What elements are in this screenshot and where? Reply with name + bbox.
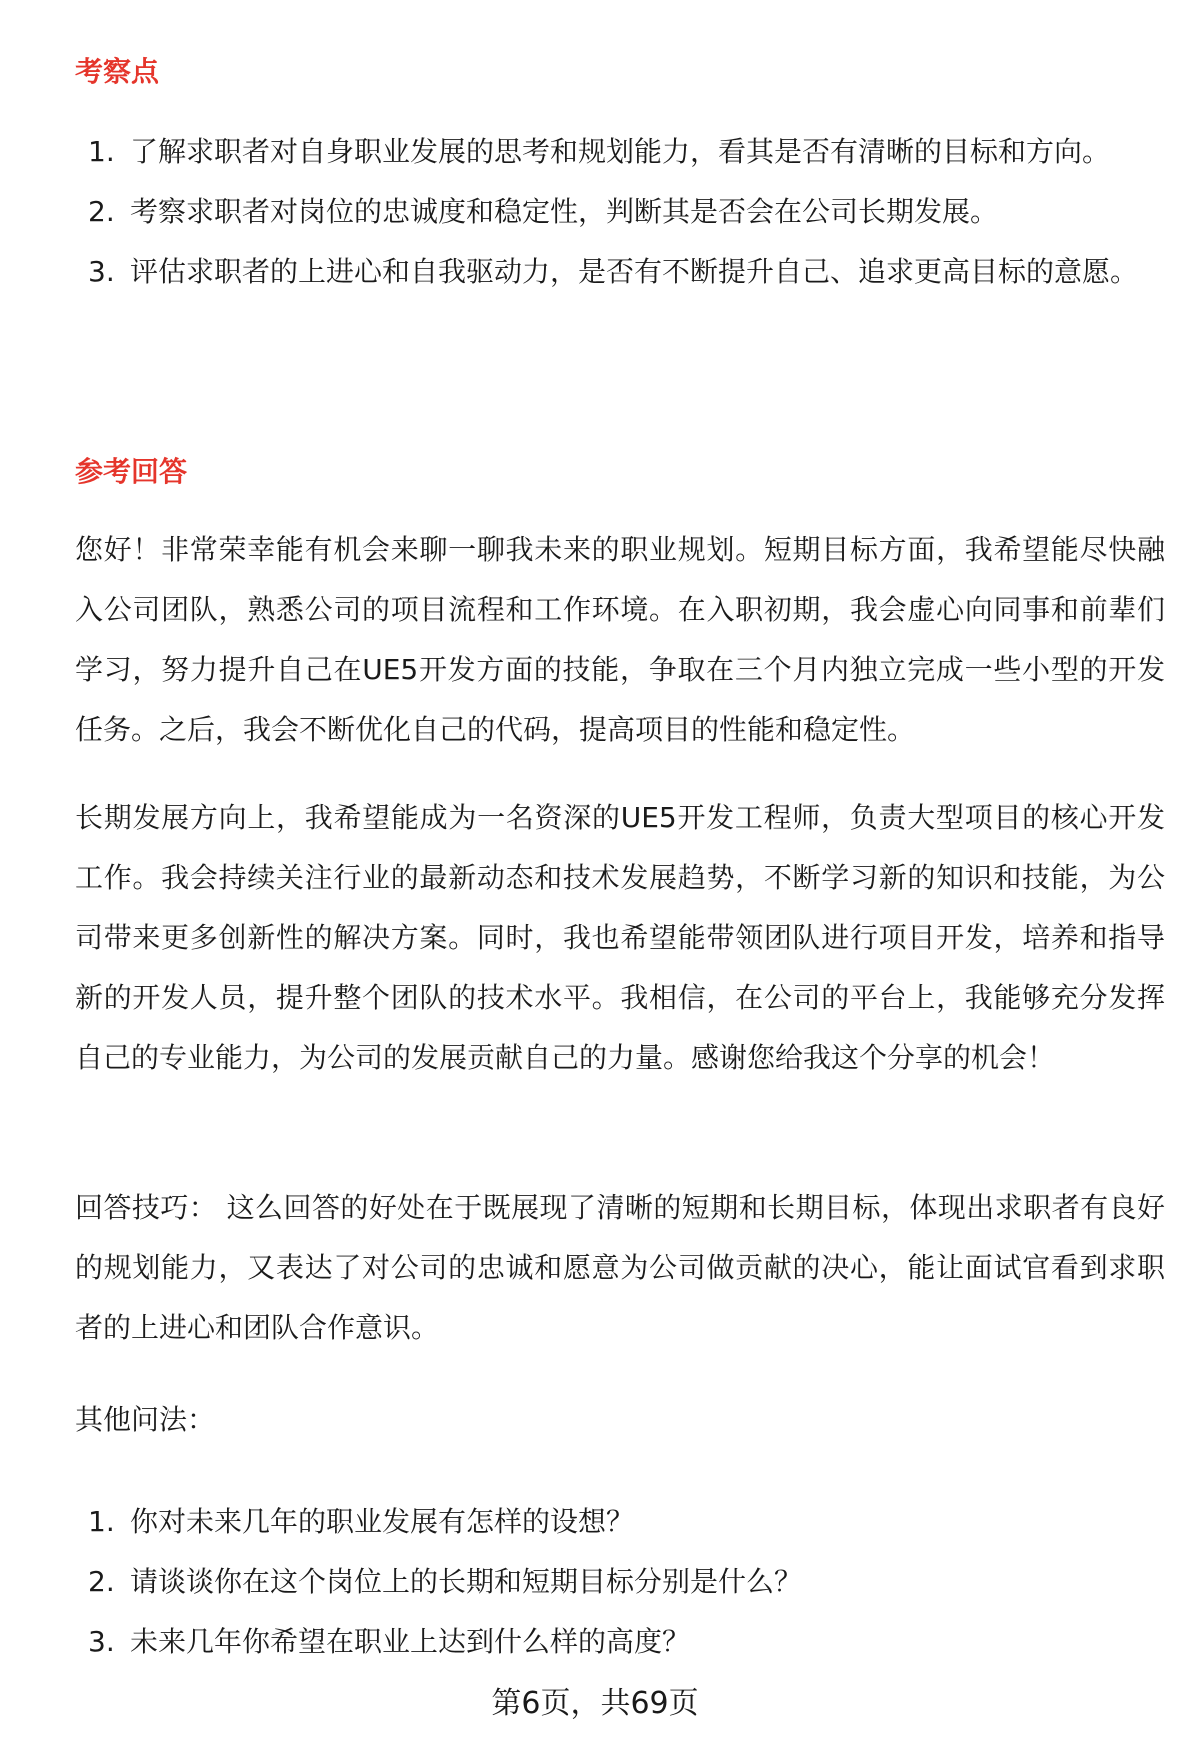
- exam-points-list: [0, 122, 1190, 302]
- list-item: [0, 242, 1190, 302]
- list-number: 2.: [88, 1565, 115, 1598]
- list-number: 2.: [88, 195, 115, 228]
- list-text: 你对未来几年的职业发展有怎样的设想？: [130, 1505, 635, 1538]
- list-item: [0, 1492, 1190, 1552]
- other-questions-label: 其他问法：: [75, 1403, 216, 1436]
- list-text: 请谈谈你在这个岗位上的长期和短期目标分别是什么？: [130, 1565, 803, 1598]
- section-heading-exam-points: 考察点: [75, 55, 160, 88]
- list-text: 考察求职者对岗位的忠诚度和稳定性，判断其是否会在公司长期发展。: [130, 195, 999, 228]
- list-item: [0, 122, 1190, 182]
- list-text: 了解求职者对自身职业发展的思考和规划能力，看其是否有清晰的目标和方向。: [130, 135, 1111, 168]
- list-number: 3.: [88, 1625, 115, 1658]
- list-text: 未来几年你希望在职业上达到什么样的高度？: [130, 1625, 691, 1658]
- list-number: 3.: [88, 255, 115, 288]
- answer-paragraph-short-term: 您好！非常荣幸能有机会来聊一聊我未来的职业规划。短期目标方面，我希望能尽快融入公司团队，熟悉公司的项目流程和工作环境。在入职初期，我会虚心向同事和前辈们学习，努力提升自己在UE5开发方面的技能，争取在三个月内独立完成一些小型的开发任务。之后，我会不断优化自己的代码，提高项目的性能和稳定性。: [75, 533, 1165, 746]
- list-item: [0, 1612, 1190, 1672]
- page-number-footer: 第6页，共69页: [491, 1686, 699, 1721]
- list-number: 1.: [88, 135, 115, 168]
- section-heading-reference-answer: 参考回答: [75, 455, 188, 488]
- other-questions-list: [0, 1492, 1190, 1672]
- list-text: 评估求职者的上进心和自我驱动力，是否有不断提升自己、追求更高目标的意愿。: [130, 255, 1139, 288]
- answer-paragraph-long-term: 长期发展方向上，我希望能成为一名资深的UE5开发工程师，负责大型项目的核心开发工作。我会持续关注行业的最新动态和技术发展趋势，不断学习新的知识和技能，为公司带来更多创新性的解决方案。同时，我也希望能带领团队进行项目开发，培养和指导新的开发人员，提升整个团队的技术水平。我相信，在公司的平台上，我能够充分发挥自己的专业能力，为公司的发展贡献自己的力量。感谢您给我这个分享的机会！: [75, 801, 1165, 1074]
- list-item: [0, 1552, 1190, 1612]
- list-item: [0, 182, 1190, 242]
- answer-tips-paragraph: 回答技巧： 这么回答的好处在于既展现了清晰的短期和长期目标，体现出求职者有良好的规划能力，又表达了对公司的忠诚和愿意为公司做贡献的决心，能让面试官看到求职者的上进心和团队合作意识。: [75, 1191, 1165, 1344]
- list-number: 1.: [88, 1505, 115, 1538]
